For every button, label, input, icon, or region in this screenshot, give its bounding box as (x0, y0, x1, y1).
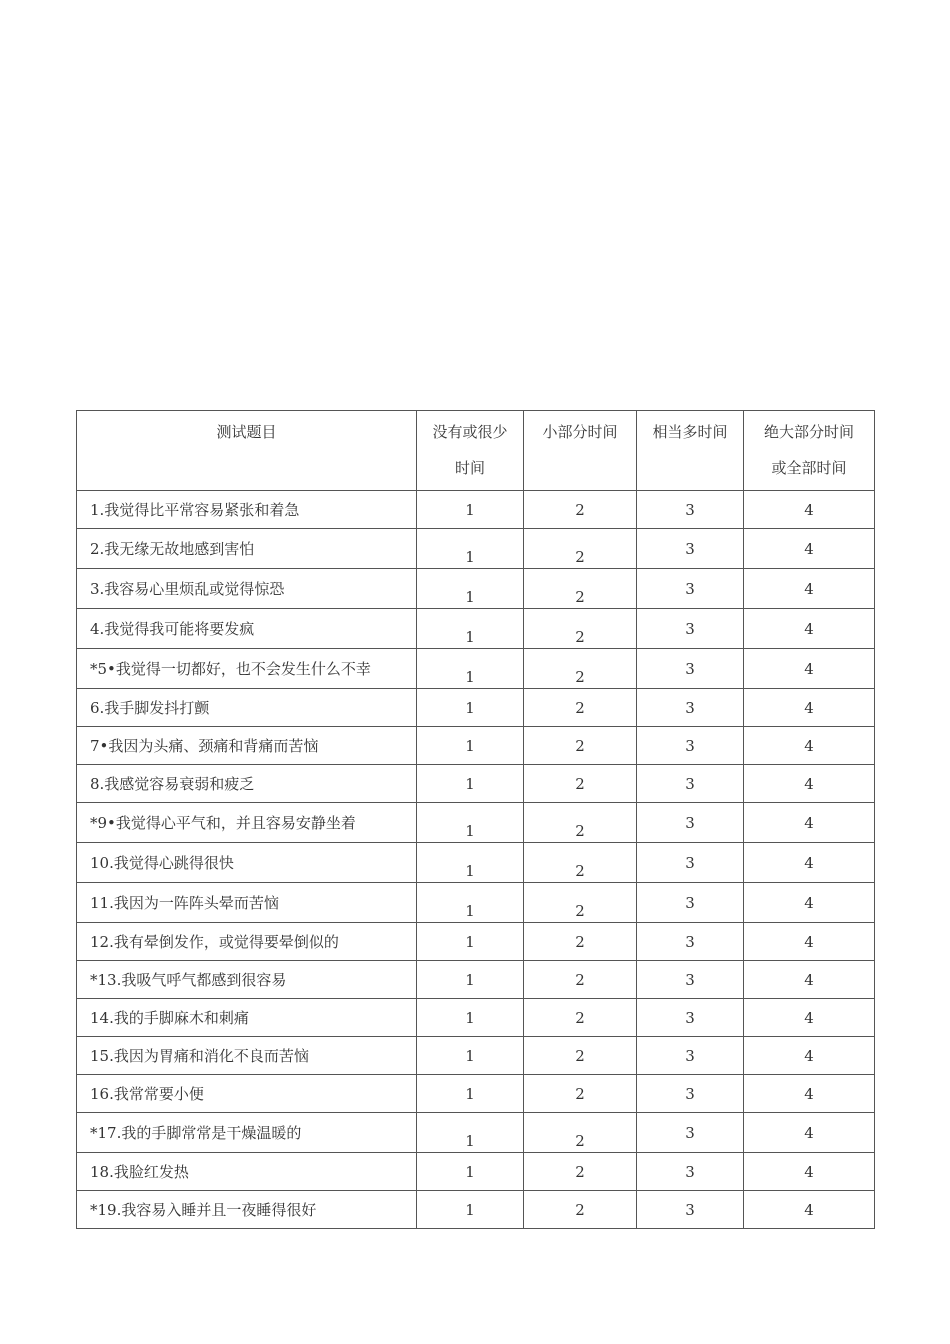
header-score-3-label: 相当多时间 (652, 423, 728, 441)
question-text: 14.我的手脚麻木和刺痛 (77, 999, 417, 1037)
score-cell-4: 4 (744, 529, 875, 569)
question-text: 16.我常常要小便 (77, 1075, 417, 1113)
score-cell-1: 1 (417, 649, 524, 689)
table-row (77, 1037, 875, 1075)
score-cell-3: 3 (637, 649, 744, 689)
score-cell-4: 4 (744, 1191, 875, 1229)
score-cell-2: 2 (524, 1113, 637, 1153)
score-cell-2: 2 (524, 883, 637, 923)
score-cell-3: 3 (637, 883, 744, 923)
table-row (77, 1113, 875, 1153)
table-row (77, 1191, 875, 1229)
score-cell-3: 3 (637, 923, 744, 961)
score-cell-3: 3 (637, 843, 744, 883)
score-cell-2: 2 (524, 923, 637, 961)
question-text: *5•我觉得一切都好，也不会发生什么不幸 (77, 649, 417, 689)
score-cell-1: 1 (417, 1153, 524, 1191)
table-row (77, 529, 875, 569)
table-row (77, 727, 875, 765)
score-cell-2: 2 (524, 1191, 637, 1229)
table-row (77, 803, 875, 843)
anxiety-rating-table (76, 410, 875, 1229)
table-row (77, 649, 875, 689)
score-cell-4: 4 (744, 765, 875, 803)
score-cell-1: 1 (417, 923, 524, 961)
score-cell-2: 2 (524, 491, 637, 529)
score-cell-4: 4 (744, 1153, 875, 1191)
score-cell-2: 2 (524, 803, 637, 843)
question-text: 6.我手脚发抖打颤 (77, 689, 417, 727)
score-cell-2: 2 (524, 961, 637, 999)
score-cell-1: 1 (417, 689, 524, 727)
score-cell-1: 1 (417, 999, 524, 1037)
score-cell-2: 2 (524, 649, 637, 689)
header-score-4 (744, 411, 875, 491)
score-cell-3: 3 (637, 1153, 744, 1191)
score-cell-2: 2 (524, 999, 637, 1037)
score-cell-1: 1 (417, 727, 524, 765)
score-cell-3: 3 (637, 1191, 744, 1229)
score-cell-4: 4 (744, 1113, 875, 1153)
score-cell-3: 3 (637, 491, 744, 529)
score-cell-3: 3 (637, 1113, 744, 1153)
header-item (77, 411, 417, 491)
score-cell-3: 3 (637, 609, 744, 649)
score-cell-3: 3 (637, 1037, 744, 1075)
score-cell-3: 3 (637, 569, 744, 609)
score-cell-3: 3 (637, 765, 744, 803)
question-text: 1.我觉得比平常容易紧张和着急 (77, 491, 417, 529)
question-text: *9•我觉得心平气和，并且容易安静坐着 (77, 803, 417, 843)
question-text: *19.我容易入睡并且一夜睡得很好 (77, 1191, 417, 1229)
table-body (77, 491, 875, 1229)
score-cell-4: 4 (744, 649, 875, 689)
score-cell-4: 4 (744, 843, 875, 883)
score-cell-4: 4 (744, 961, 875, 999)
table-row (77, 923, 875, 961)
question-text: 7•我因为头痛、颈痛和背痛而苦恼 (77, 727, 417, 765)
score-cell-3: 3 (637, 803, 744, 843)
score-cell-4: 4 (744, 923, 875, 961)
question-text: 3.我容易心里烦乱或觉得惊恐 (77, 569, 417, 609)
question-text: 12.我有晕倒发作，或觉得要晕倒似的 (77, 923, 417, 961)
score-cell-3: 3 (637, 529, 744, 569)
score-cell-1: 1 (417, 1075, 524, 1113)
header-score-1 (417, 411, 524, 491)
score-cell-2: 2 (524, 1153, 637, 1191)
table-row (77, 609, 875, 649)
score-cell-4: 4 (744, 689, 875, 727)
score-cell-4: 4 (744, 999, 875, 1037)
question-text: 4.我觉得我可能将要发疯 (77, 609, 417, 649)
score-cell-4: 4 (744, 727, 875, 765)
table-row (77, 843, 875, 883)
score-cell-2: 2 (524, 609, 637, 649)
score-cell-3: 3 (637, 1075, 744, 1113)
score-cell-3: 3 (637, 999, 744, 1037)
table-row (77, 883, 875, 923)
score-cell-2: 2 (524, 765, 637, 803)
table-row (77, 999, 875, 1037)
question-text: 10.我觉得心跳得很快 (77, 843, 417, 883)
score-cell-1: 1 (417, 961, 524, 999)
question-text: 15.我因为胃痛和消化不良而苦恼 (77, 1037, 417, 1075)
score-cell-1: 1 (417, 569, 524, 609)
question-text: 8.我感觉容易衰弱和疲乏 (77, 765, 417, 803)
header-score-1-line1: 没有或很少 (432, 423, 508, 441)
question-text: *13.我吸气呼气都感到很容易 (77, 961, 417, 999)
score-cell-1: 1 (417, 843, 524, 883)
score-cell-1: 1 (417, 883, 524, 923)
question-text: 18.我脸红发热 (77, 1153, 417, 1191)
header-score-4-line1: 绝大部分时间 (763, 423, 854, 441)
question-text: *17.我的手脚常常是干燥温暖的 (77, 1113, 417, 1153)
score-cell-1: 1 (417, 609, 524, 649)
score-cell-3: 3 (637, 689, 744, 727)
score-cell-4: 4 (744, 609, 875, 649)
table-row (77, 1153, 875, 1191)
header-score-2-label: 小部分时间 (542, 423, 618, 441)
header-item-label: 测试题目 (216, 423, 277, 441)
header-score-2 (524, 411, 637, 491)
table-row (77, 569, 875, 609)
table-row (77, 491, 875, 529)
header-score-3 (637, 411, 744, 491)
table-row (77, 1075, 875, 1113)
score-cell-4: 4 (744, 1037, 875, 1075)
score-cell-3: 3 (637, 727, 744, 765)
header-score-1-line2: 时间 (454, 459, 485, 477)
table-header-row (77, 411, 875, 491)
score-cell-1: 1 (417, 529, 524, 569)
score-cell-1: 1 (417, 1037, 524, 1075)
score-cell-4: 4 (744, 883, 875, 923)
score-cell-2: 2 (524, 727, 637, 765)
score-cell-1: 1 (417, 1191, 524, 1229)
score-cell-2: 2 (524, 569, 637, 609)
question-text: 11.我因为一阵阵头晕而苦恼 (77, 883, 417, 923)
score-cell-1: 1 (417, 765, 524, 803)
score-cell-2: 2 (524, 843, 637, 883)
header-score-4-line2: 或全部时间 (771, 459, 847, 477)
score-cell-3: 3 (637, 961, 744, 999)
score-cell-1: 1 (417, 491, 524, 529)
question-text: 2.我无缘无故地感到害怕 (77, 529, 417, 569)
score-cell-4: 4 (744, 1075, 875, 1113)
score-cell-1: 1 (417, 1113, 524, 1153)
table-row (77, 961, 875, 999)
table-row (77, 765, 875, 803)
score-cell-4: 4 (744, 491, 875, 529)
score-cell-2: 2 (524, 529, 637, 569)
table-row (77, 689, 875, 727)
score-cell-4: 4 (744, 569, 875, 609)
score-cell-2: 2 (524, 1075, 637, 1113)
score-cell-4: 4 (744, 803, 875, 843)
score-cell-1: 1 (417, 803, 524, 843)
score-cell-2: 2 (524, 689, 637, 727)
score-cell-2: 2 (524, 1037, 637, 1075)
